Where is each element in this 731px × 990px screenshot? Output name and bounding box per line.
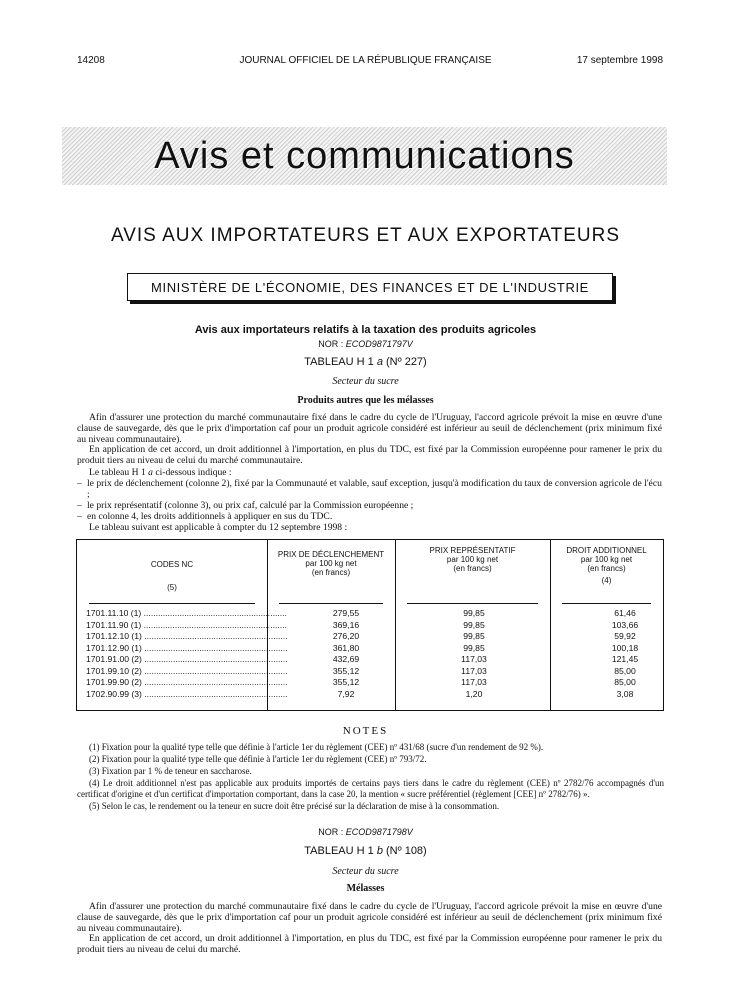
journal-title: JOURNAL OFFICIEL DE LA RÉPUBLIQUE FRANÇAISE xyxy=(239,55,492,66)
header-rule xyxy=(562,603,651,604)
header-text: CODES NC xyxy=(150,560,194,569)
prix-representatif-cell: 117,03 xyxy=(461,654,487,664)
prix-declenchement-cell: 355,12 xyxy=(332,665,360,676)
prix-declenchement-cell: 355,12 xyxy=(332,677,360,687)
prix-representatif-cell: 99,85 xyxy=(463,631,485,641)
sector-heading: Secteur du sucre xyxy=(332,866,399,877)
header-text: (en francs) xyxy=(587,564,626,573)
code-cell: 1701.12.10 (1) ............................................................ xyxy=(86,631,288,641)
prix-declenchement-cell: 369,16 xyxy=(332,619,360,630)
intro-paragraph: Afin d'assurer une protection du marché communautaire fixé dans le cadre du cycle de l'Uruguay, l'accord agricole prévoit la mise en œuvre d'une clause de sauvegarde, dès que le prix d'importation caf pour un produit agricole considéré est inférieur au seuil de déclenchement (prix minimum fixé au niveau communautaire). xyxy=(77,412,662,445)
header-droit-additionnel xyxy=(550,540,663,601)
tableau-prefix: TABLEAU H 1 xyxy=(304,845,374,857)
ministry-name: MINISTÈRE DE L'ÉCONOMIE, DES FINANCES ET DE L'INDUSTRIE xyxy=(151,279,589,295)
table-row xyxy=(77,654,663,665)
header-text: par 100 kg net xyxy=(580,555,633,564)
header-text: DROIT ADDITIONNEL xyxy=(566,546,647,555)
header-text: (en francs) xyxy=(311,568,351,577)
nor-reference xyxy=(0,827,731,837)
list-item-text: le prix de déclenchement (colonne 2), fixé par la Communauté et valable, sauf exception, jusqu'à modification du taux de conversion agricole de l'écu ; xyxy=(87,478,662,500)
list-item-text: en colonne 4, les droits additionnels à appliquer en sus du TDC. xyxy=(87,511,333,522)
code-cell: 1701.91.00 (2) ............................................................ xyxy=(86,654,288,664)
note-item: (5) Selon le cas, le rendement ou la teneur en sucre doit être précisé sur la déclaration de mise à la consommation. xyxy=(89,801,500,811)
table-row xyxy=(77,643,663,654)
tableau-heading xyxy=(0,356,731,368)
header-text: PRIX DE DÉCLENCHEMENT xyxy=(277,550,385,559)
code-cell: 1701.11.10 (1) ............................................................ xyxy=(86,608,287,618)
table-row xyxy=(77,677,663,688)
prix-declenchement-cell: 7,92 xyxy=(337,688,355,699)
header-text: par 100 kg net xyxy=(446,555,499,564)
droit-additionnel-cell: 121,45 xyxy=(611,654,639,664)
prix-representatif-cell: 99,85 xyxy=(463,642,485,653)
table-row xyxy=(77,689,663,700)
section-banner xyxy=(62,127,667,185)
list-item: – le prix de déclenchement (colonne 2), fixé par la Communauté et valable, sauf exception, jusqu'à modification du taux de conversion agricole de l'écu ; xyxy=(77,478,662,500)
intro-paragraph: Afin d'assurer une protection du marché communautaire fixé dans le cadre du cycle de l'Uruguay, l'accord agricole prévoit la mise en œuvre d'une clause de sauvegarde, dès que le prix d'importation caf pour un produit agricole considéré est inférieur au seuil de déclenchement (prix minimum fixé au niveau communautaire). xyxy=(77,901,662,934)
tableau-prefix: TABLEAU H 1 xyxy=(304,356,374,368)
header-text: PRIX REPRÉSENTATIF xyxy=(429,546,516,555)
text-span: Le tableau H 1 xyxy=(89,467,146,478)
text-span: ci-dessous indique : xyxy=(155,467,232,478)
list-item: – le prix représentatif (colonne 3), ou prix caf, calculé par la Commission européenne ; xyxy=(77,500,662,511)
nor-code: ECOD9871797V xyxy=(345,339,413,349)
code-cell: 1702.90.99 (3) ............................................................ xyxy=(86,688,288,699)
code-cell: 1701.11.90 (1) ............................................................ xyxy=(86,619,287,630)
notice-title: Avis aux importateurs relatifs à la taxation des produits agricoles xyxy=(194,324,537,336)
prix-declenchement-cell: 361,80 xyxy=(332,642,360,653)
nor-code: ECOD9871798V xyxy=(345,827,413,837)
prix-representatif-cell: 117,03 xyxy=(461,665,487,676)
header-text: (en francs) xyxy=(453,564,492,573)
header-rule xyxy=(407,603,538,604)
prix-declenchement-cell: 276,20 xyxy=(332,631,360,641)
intro-paragraph: En application de cet accord, un droit additionnel à l'importation, en plus du TDC, est fixé par la Commission européenne pour ramener le prix du produit tiers au niveau de celui du marché communautaire. xyxy=(77,444,662,466)
list-item-text: le prix représentatif (colonne 3), ou prix caf, calculé par la Commission européenne ; xyxy=(87,500,414,511)
note-item: (4) Le droit additionnel n'est pas applicable aux produits importés de certains pays tiers dans le cadre du règlement (CEE) nº 2782/76 accompagnés d'un certificat d'origine et d'un certificat d'importation comportant, dans la case 20, la mention « sucre préférentiel (règlement [CEE] nº 2782/76) ». xyxy=(77,778,664,799)
text-span: a xyxy=(148,467,153,478)
banner-title: Avis et communications xyxy=(154,134,575,177)
droit-additionnel-cell: 100,18 xyxy=(611,642,639,653)
prix-declenchement-cell: 279,55 xyxy=(332,608,360,618)
tableau-number: (Nº 227) xyxy=(386,356,427,368)
issue-date: 17 septembre 1998 xyxy=(576,55,663,66)
droit-additionnel-cell: 61,46 xyxy=(614,608,636,618)
table-row xyxy=(77,631,663,642)
page-number: 14208 xyxy=(77,55,105,66)
header-text: par 100 kg net xyxy=(305,559,357,568)
droit-additionnel-cell: 85,00 xyxy=(614,677,636,687)
tableau-letter: b xyxy=(376,845,383,857)
header-prix-declenchement xyxy=(267,540,395,601)
intro-paragraph: En application de cet accord, un droit additionnel à l'importation, en plus du TDC, est fixé par la Commission européenne pour ramener le prix du produit tiers au niveau de celui du marché. xyxy=(77,933,662,955)
code-cell: 1701.99.10 (2) ............................................................ xyxy=(86,665,288,676)
prix-representatif-cell: 117,03 xyxy=(461,677,487,687)
nor-label: NOR : xyxy=(318,827,344,837)
products-heading: Mélasses xyxy=(346,883,385,894)
note-item: (3) Fixation par 1 % de teneur en saccharose. xyxy=(89,766,252,776)
prix-declenchement-cell: 432,69 xyxy=(332,654,360,664)
products-heading: Produits autres que les mélasses xyxy=(297,395,434,406)
sector-heading: Secteur du sucre xyxy=(332,376,399,387)
ministry-box xyxy=(127,273,613,301)
note-item: (1) Fixation pour la qualité type telle que définie à l'article 1er du règlement (CEE) nº 431/68 (sucre d'un rendement de 92 %). xyxy=(89,742,544,752)
header-rule xyxy=(279,603,383,604)
tableau-number: (Nº 108) xyxy=(386,845,427,857)
tableau-heading xyxy=(0,845,731,857)
prix-representatif-cell: 99,85 xyxy=(463,619,485,630)
nor-label: NOR : xyxy=(318,339,344,349)
price-table xyxy=(76,539,664,711)
header-prix-representatif xyxy=(395,540,550,601)
notes-heading: NOTES xyxy=(342,725,389,737)
droit-additionnel-cell: 3,08 xyxy=(616,688,634,699)
table-row xyxy=(77,666,663,677)
table-row xyxy=(77,608,663,619)
nor-reference xyxy=(0,339,731,349)
note-item: (2) Fixation pour la qualité type telle que définie à l'article 1er du règlement (CEE) nº 793/72. xyxy=(89,754,427,764)
code-cell: 1701.12.90 (1) ............................................................ xyxy=(86,642,288,653)
header-text: (4) xyxy=(601,576,612,585)
intro-paragraph: Le tableau suivant est applicable à compter du 12 septembre 1998 : xyxy=(89,522,348,533)
tableau-letter: a xyxy=(376,356,383,368)
code-cell: 1701.99.90 (2) ............................................................ xyxy=(86,677,288,687)
header-rule xyxy=(89,603,255,604)
header-codes xyxy=(77,540,267,601)
droit-additionnel-cell: 59,92 xyxy=(614,631,636,641)
prix-representatif-cell: 99,85 xyxy=(463,608,485,618)
section-heading: AVIS AUX IMPORTATEURS ET AUX EXPORTATEURS xyxy=(110,225,621,246)
header-text: (5) xyxy=(167,583,177,592)
table-row xyxy=(77,620,663,631)
droit-additionnel-cell: 103,66 xyxy=(611,619,639,630)
droit-additionnel-cell: 85,00 xyxy=(614,665,636,676)
intro-paragraph xyxy=(77,467,662,478)
list-item: – en colonne 4, les droits additionnels à appliquer en sus du TDC. xyxy=(77,511,662,522)
prix-representatif-cell: 1,20 xyxy=(465,688,483,699)
